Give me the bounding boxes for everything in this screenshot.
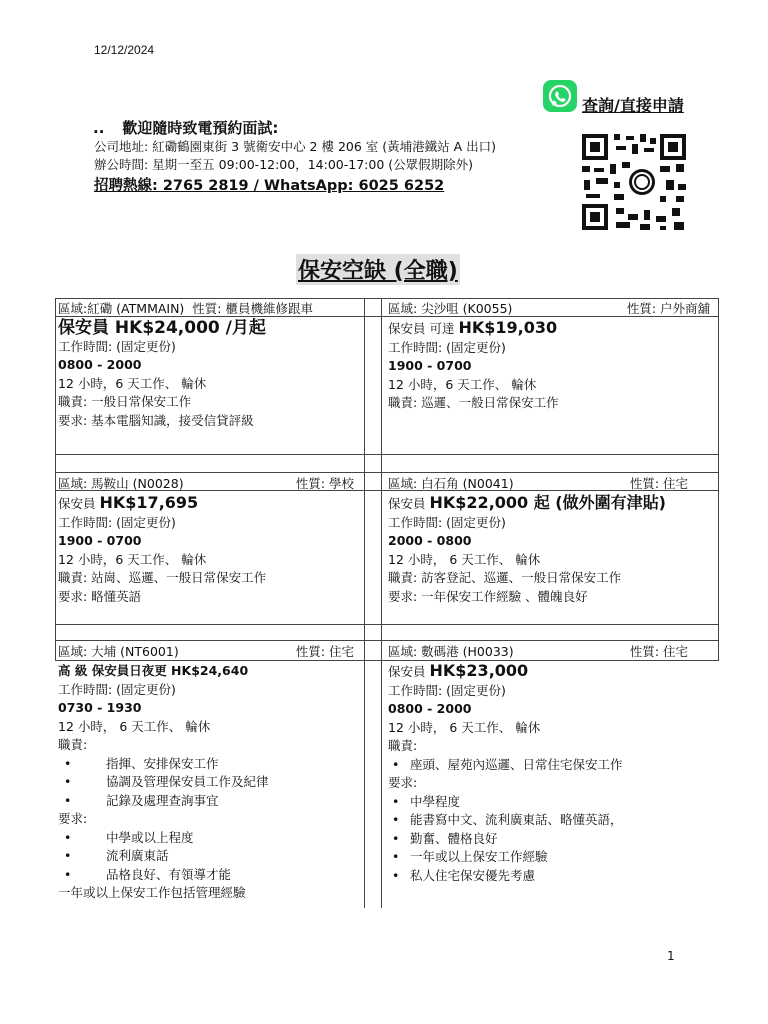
job-requirement-item: • 勤奮、體格良好 — [388, 830, 718, 849]
welcome-line — [93, 117, 278, 138]
page-title: 保安空缺 (全職) — [296, 254, 460, 285]
office-hours: 辦公時間: 星期一至五 09:00-12:00，14:00-17:00 (公眾假期除外) — [94, 157, 473, 172]
job-header-taipo — [58, 642, 362, 660]
job-duty-label: 職責: — [58, 737, 88, 752]
job-position: 高 級 保安員日夜更 HK$24,640 — [58, 663, 249, 678]
job-work-time: 工作時間: (固定更份) — [58, 338, 176, 354]
job-duty: 職責: 站崗、巡邏、一般日常保安工作 — [58, 570, 267, 585]
job-work-time: 工作時間: (固定更份) — [58, 514, 176, 530]
whatsapp-icon[interactable] — [543, 80, 577, 112]
job-salary: HK$19,030 — [458, 318, 558, 337]
welcome-dots: .. — [93, 119, 105, 137]
job-region: 區域: 大埔 (NT6001) — [58, 644, 179, 659]
job-header-pakshekkok — [388, 474, 718, 492]
job-table — [55, 298, 719, 908]
job-shift: 1900 - 0700 — [388, 358, 472, 373]
job-requirement-item: • 能書寫中文、流利廣東話、略懂英語， — [388, 811, 718, 830]
job-duty-label: 職責: — [388, 738, 418, 753]
job-shift: 0730 - 1930 — [58, 700, 142, 715]
job-shift: 0800 - 2000 — [58, 357, 142, 372]
job-shift: 1900 - 0700 — [58, 533, 142, 548]
recruitment-hotline[interactable]: 招聘熱線: 2765 2819 / WhatsApp: 6025 6252 — [94, 178, 445, 194]
job-pattern: 12 小時， 6 天工作、 輪休 — [388, 551, 541, 567]
job-shift: 2000 - 0800 — [388, 533, 472, 548]
job-requirement-item: • 一年或以上保安工作經驗 — [388, 848, 718, 867]
qr-code[interactable] — [580, 132, 688, 232]
job-work-time: 工作時間: (固定更份) — [388, 339, 506, 355]
job-region: 區域:紅磡 (ATMMAIN) — [58, 301, 185, 316]
job-nature: 性質: 住宅 — [295, 644, 354, 659]
job-duty-item: • 記錄及處理查詢事宜 — [58, 792, 362, 811]
job-pattern: 12 小時， 6 天工作、 輪休 — [58, 718, 211, 734]
document-date: 12/12/2024 — [94, 43, 155, 57]
job-nature: 性質: 住宅 — [629, 644, 688, 659]
job-pattern: 12 小時，6 天工作、 輪休 — [58, 551, 207, 567]
job-work-time: 工作時間: (固定更份) — [388, 682, 506, 698]
job-header-tst — [388, 299, 718, 317]
job-requirement-label: 要求: — [388, 775, 418, 790]
job-salary: HK$22,000 起 (做外圍有津貼) — [429, 493, 666, 512]
job-pattern: 12 小時，6 天工作、 輪休 — [388, 376, 537, 392]
job-shift: 0800 - 2000 — [388, 701, 472, 716]
job-pattern: 12 小時，6 天工作、 輪休 — [58, 375, 207, 391]
job-card-hunghom — [58, 319, 362, 430]
job-work-time: 工作時間: (固定更份) — [58, 681, 176, 697]
job-requirement-item: • 中學程度 — [388, 793, 718, 812]
job-requirement: 要求: 基本電腦知識，接受信貸評級 — [58, 412, 254, 428]
job-requirement: 要求: 略懂英語 — [58, 588, 142, 604]
job-duty: 職責: 訪客登記、巡邏、一般日常保安工作 — [388, 570, 622, 585]
job-pattern: 12 小時， 6 天工作、 輪休 — [388, 719, 541, 735]
job-position: 保安員 — [388, 664, 426, 679]
job-region: 區域: 白石角 (N0041) — [388, 476, 514, 491]
job-requirement-label: 要求: — [58, 811, 88, 826]
job-requirement: 要求: 一年保安工作經驗 、體魄良好 — [388, 588, 588, 604]
job-duty-item: • 座頭、屋苑內巡邏、日常住宅保安工作 — [388, 756, 718, 775]
job-region: 區域: 尖沙咀 (K0055) — [388, 301, 513, 316]
job-nature: 性質: 住宅 — [629, 476, 688, 491]
job-requirement-item: • 流利廣東話 — [58, 847, 362, 866]
job-nature: 性質: 櫃員機維修跟車 — [192, 301, 313, 316]
company-address: 公司地址: 紅磡鶴園東街 3 號衛安中心 2 樓 206 室 (黃埔港鐵站 A 出口) — [94, 139, 497, 154]
job-duty-item: • 指揮、安排保安工作 — [58, 755, 362, 774]
job-duty-item: • 協調及管理保安員工作及紀律 — [58, 773, 362, 792]
job-card-taipo — [58, 662, 362, 903]
job-position: 保安員 HK$24,000 /月起 — [58, 318, 266, 338]
job-duty: 職責: 一般日常保安工作 — [58, 394, 192, 409]
job-extra-requirement: 一年或以上保安工作包括管理經驗 — [58, 885, 246, 900]
job-header-hunghom — [58, 299, 362, 317]
job-header-cyberport — [388, 642, 718, 660]
job-card-maonshan — [58, 494, 362, 606]
job-position: 保安員 可達 — [388, 321, 455, 336]
job-requirement-item: • 品格良好、有領導才能 — [58, 866, 362, 885]
job-header-maonshan — [58, 474, 362, 492]
job-card-pakshekkok — [388, 494, 718, 606]
job-nature: 性質: 學校 — [295, 476, 354, 491]
job-duty: 職責: 巡邏、一般日常保安工作 — [388, 395, 559, 410]
page-number: 1 — [667, 949, 675, 963]
job-card-tst — [388, 319, 718, 413]
job-card-cyberport — [388, 662, 718, 885]
job-salary: HK$23,000 — [429, 661, 529, 680]
job-salary: HK$17,695 — [99, 493, 199, 512]
job-region: 區域: 馬鞍山 (N0028) — [58, 476, 184, 491]
job-requirement-item: • 中學或以上程度 — [58, 829, 362, 848]
job-work-time: 工作時間: (固定更份) — [388, 514, 506, 530]
inquiry-apply-link[interactable]: 查詢/直接申請 — [582, 96, 684, 115]
job-region: 區域: 數碼港 (H0033) — [388, 644, 514, 659]
job-position: 保安員 — [58, 496, 96, 511]
welcome-text: 歡迎隨時致電預約面試: — [122, 119, 279, 137]
job-requirement-item: • 私人住宅保安優先考慮 — [388, 867, 718, 886]
job-position: 保安員 — [388, 496, 426, 511]
job-nature: 性質: 户外商舖 — [626, 301, 710, 316]
